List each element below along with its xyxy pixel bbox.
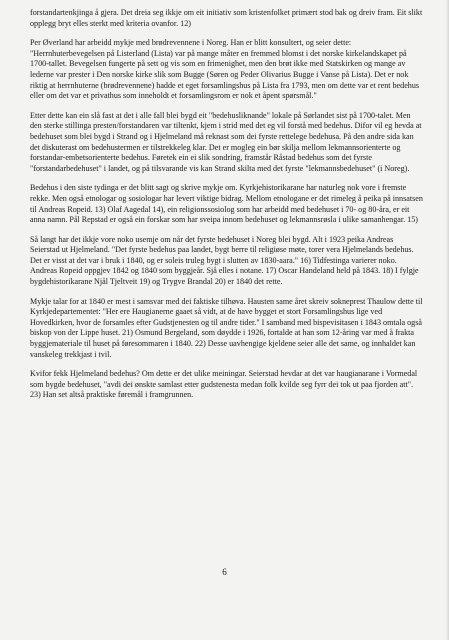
paragraph: Per Øverland har arbeidd mykje med brødrevennene i Noreg. Han er blitt konsultert, og seier dette: "Herrnhuterbevegelsen på Listerland (Lista) var på mange måter en fremmed blomst i det norske kirkelandskapet på 1700-tallet. Bevegelsen fungerte på sett og vis som en frimenighet, men den brøt ikke med Statskirken og mange av lederne var prester i Den norske kirke slik som Bugge (Søren og Peder Olivarius Bugge i Vanse på Lista). Det er nok riktig at herrnhuterne (brødrevennene) hadde et eget forsamlingshus på Lista fra 1793, men om dette var et rent bedehus eller om det var et privathus som inneholdt et forsamlingsrom er nok et åpent spørsmål.": [30, 38, 420, 101]
paragraph: Mykje talar for at 1840 er mest i samsvar med dei faktiske tilhøva. Hausten same året skreiv sokneprest Thaulow dette til Kyrkjedepartementet: "Her ere Haugianerne gaaet så vidt, at de have bygget et stort Forsamlingshus lige ved Hovedkirken, hvor de forsamles efter Gudstjenesten og til andre tider." I samband med bispevisitasen i 1843 omtala også biskop von der Lippe huset. 21) Osmund Bergeland, som døydde i 1926, fortalde at han som 12-åring var med å frakta byggjemateriale til huset på føresommaren i 1840. 22) Desse uavhengige kjeldene seier alle det same, og innhaldet kan vanskeleg trekkjast i tvil.: [30, 296, 423, 359]
page-number: 6: [222, 567, 227, 577]
paragraph: Kvifor fekk Hjelmeland bedehus? Om dette er det ulike meiningar. Seierstad hevdar at det var haugianarane i Vormedal som bygde bedehuset, "avdi dei ønskte samlast etter gudstenesta medan folk kvilde seg fyrr dei tok ut paa fjorden att". 23) Han set altså praktiske føremål i framgrunnen.: [30, 369, 418, 400]
paragraph: Etter dette kan ein slå fast at det i alle fall blei bygd eit "bedehusliknande" lokale på Sørlandet sist på 1700-talet. Men den sterke stillinga presten/forstandaren var tiltenkt, kjem i strid med det eg vil forstå med bedehus. Difor vil eg hevda at bedehuset som blei bygd i Strand og i Hjelmeland må reknast som dei fyrste rettelege bedehusa. På den andre sida kan det diskuterast om bedehustermen er tilstrekkeleg klar. Det er mogleg ein bør skilja mellom lekmannsorienterte og forstandar-embetsorienterte bedehus. Føretek ein ei slik sondring, framstår Råstad bedehus som det fyrste "forstandarbedehuset" i landet, og på tilsvarande vis kan Strand skilta med det fyrste "lekmannsbedehuset" (i Noreg).: [30, 110, 422, 173]
paragraph: Bedehus i den siste tydinga er det blitt sagt og skrive mykje om. Kyrkjehistorikarane har naturleg nok vore i fremste rekke. Men også etnologar og sosiologar har levert viktige bidrag. Mellom etnologane er det rimeleg å peika på innsatsen til Andreas Ropeid. 13) Olaf Aagedal 14), ein religionssosiolog som har arbeidd med bedehuset i 70- og 80-åra, er eit anna namn. Pål Repstad er også ein forskar som har sveipa innom bedehuset og lekmannsrøsla i ulike samanhengar. 15): [30, 183, 423, 225]
paragraph: Så langt har det ikkje vore noko usemje om når det fyrste bedehuset i Noreg blei bygd. Alt i 1923 peika Andreas Seierstad ut Hjelmeland. "Det fyrste bedehus paa landet, bygt berre til religiøse møte, torer vera Hjelmelands bedehus. Det er visst at det var i bruk i 1840, og er soleis truleg bygt i slutten av 1830-aara." 16) Tidfestinga varierer noko. Andreas Ropeid oppgjev 1842 og 1840 som byggjeår. Sjå elles i notane. 17) Oscar Handeland held på 1843. 18) I fylgje bygdehistorikarane Njål Tjeltveit 19) og Trygve Brandal 20) er 1840 det rette.: [30, 234, 419, 287]
paragraph: forstandartenkjinga å gjera. Det dreia seg ikkje om eit initiativ som kristenfolket primært stod bak og dreiv fram. Eit slikt opplegg bryt elles sterkt med kriteria ovanfor. 12): [30, 8, 423, 28]
